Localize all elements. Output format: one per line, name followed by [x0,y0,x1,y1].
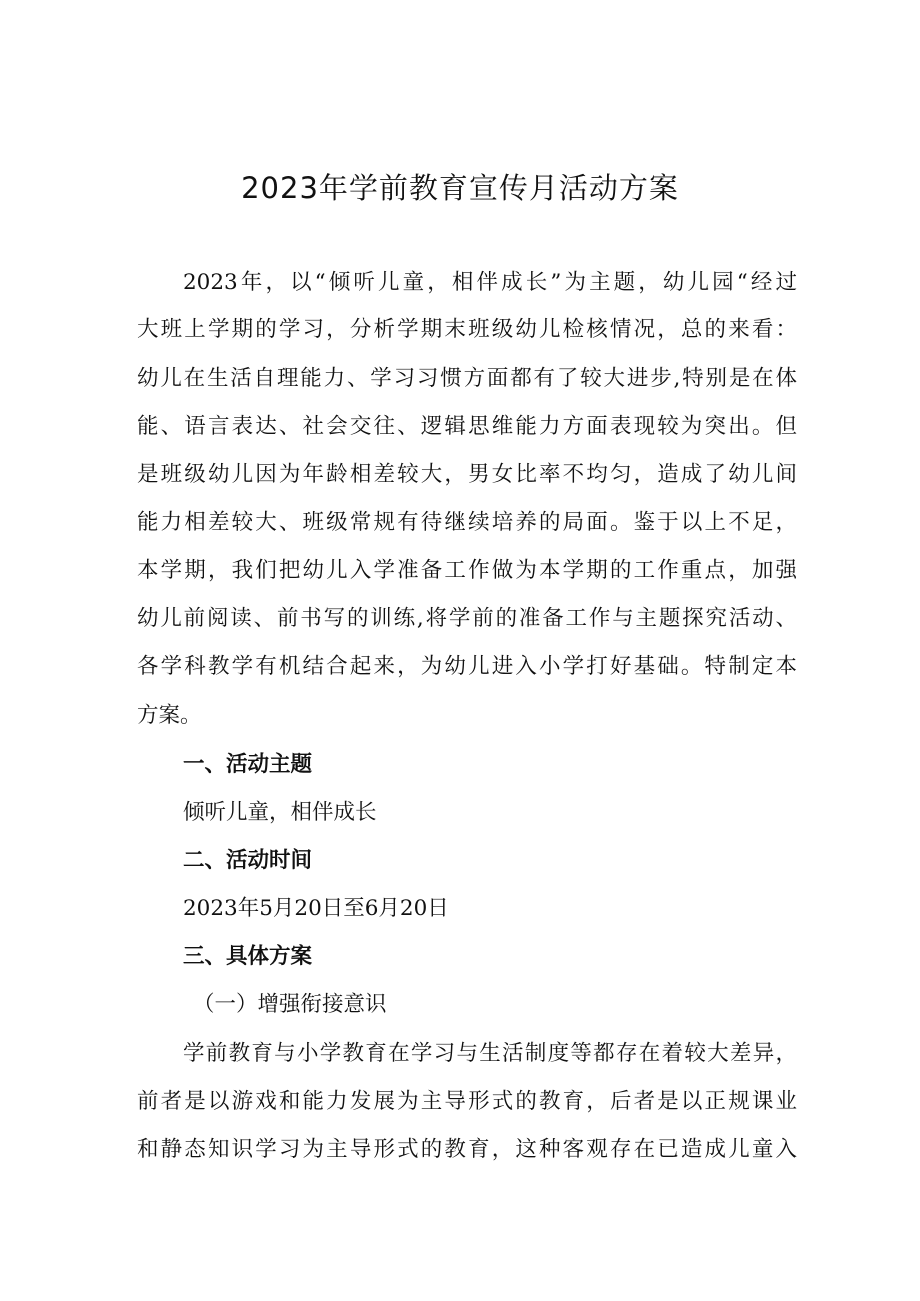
subsection-line-2: 前者是以游戏和能力发展为主导形式的教育，后者是以正规课业 [137,1089,797,1114]
section-text-time: 2023年5月20日至6月20日 [183,896,449,921]
intro-line-1: 2023年，以“倾听儿童，相伴成长”为主题，幼儿园“经过 [183,270,797,295]
document-title: 2023年学前教育宣传月活动方案 [241,171,679,205]
section-text-theme: 倾听儿童，相伴成长 [183,800,377,825]
section-heading-plan: 三、具体方案 [183,944,313,969]
intro-line-9: 各学科教学有机结合起来，为幼儿进入小学打好基础。特制定本 [137,654,797,679]
intro-line-10: 方案。 [137,703,202,728]
section-heading-time: 二、活动时间 [183,848,313,873]
intro-line-7: 本学期，我们把幼儿入学准备工作做为本学期的工作重点，加强 [137,558,797,583]
intro-line-6: 能力相差较大、班级常规有待继续培养的局面。鉴于以上不足， [137,510,797,535]
section-heading-theme: 一、活动主题 [183,752,313,777]
intro-line-8: 幼儿前阅读、前书写的训练,将学前的准备工作与主题探究活动、 [137,606,797,631]
intro-line-5: 是班级幼儿因为年龄相差较大，男女比率不均匀，造成了幼儿间 [137,462,797,487]
intro-line-2: 大班上学期的学习，分析学期末班级幼儿检核情况，总的来看： [137,317,797,342]
intro-line-3: 幼儿在生活自理能力、学习习惯方面都有了较大进步,特别是在体 [137,366,797,391]
subsection-heading-1: （一）增强衔接意识 [193,992,387,1017]
subsection-line-3: 和静态知识学习为主导形式的教育，这种客观存在已造成儿童入 [137,1137,797,1162]
intro-line-4: 能、语言表达、社会交往、逻辑思维能力方面表现较为突出。但 [137,414,797,439]
subsection-line-1: 学前教育与小学教育在学习与生活制度等都存在着较大差异， [183,1041,797,1066]
